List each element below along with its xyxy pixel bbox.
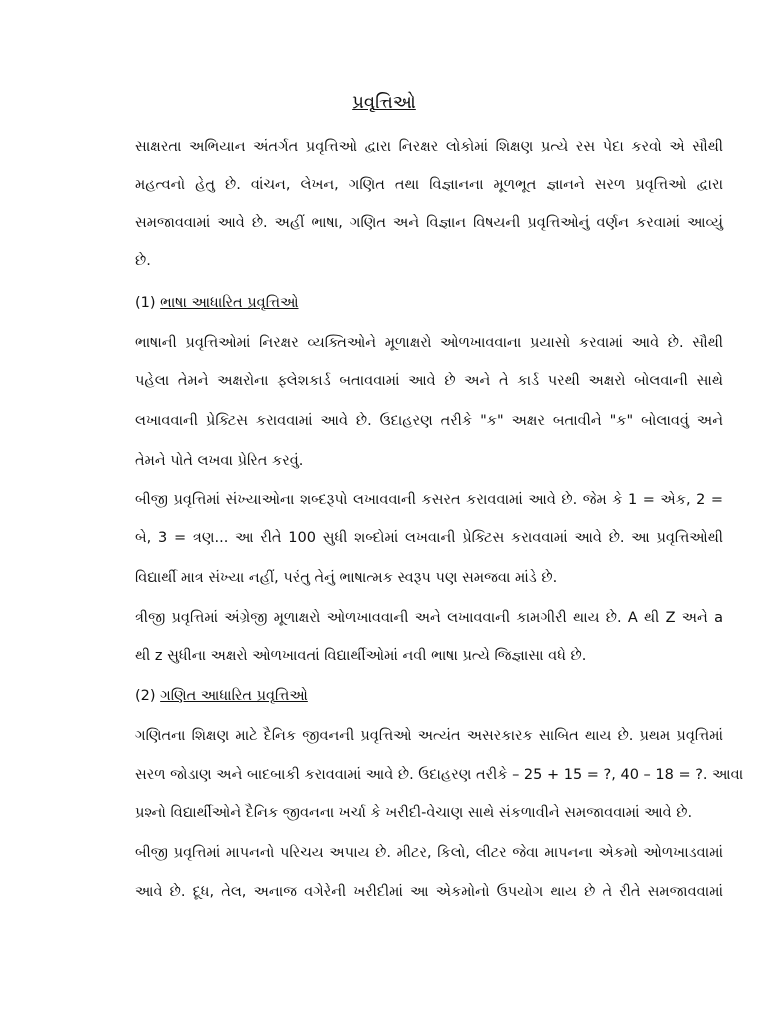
paragraph-line: આવે છે. દૂધ, તેલ, અનાજ વગેરેની ખરીદીમાં આ એકમોનો ઉપયોગ થાય છે તે રીતે સમજાવવામાં (135, 884, 723, 900)
section-number: (1) (135, 295, 161, 311)
section-heading (135, 293, 723, 313)
paragraph-line: મહત્વનો હેતુ છે. વાંચન, લેખન, ગણિત તથા વિજ્ઞાનના મૂળભૂત જ્ઞાનને સરળ પ્રવૃત્તિઓ દ્વારા (135, 177, 723, 193)
paragraph-line: લખાવવાની પ્રેક્ટિસ કરાવવામાં આવે છે. ઉદાહરણ તરીકે "ક" અક્ષર બતાવીને "ક" બોલાવવું અને (135, 413, 723, 429)
paragraph-line: સમજાવવામાં આવે છે. અહીં ભાષા, ગણિત અને વિજ્ઞાન વિષયની પ્રવૃત્તિઓનું વર્ણન કરવામાં આવ્યું (135, 215, 723, 231)
paragraph-line: ભાષાની પ્રવૃત્તિઓમાં નિરક્ષર વ્યક્તિઓને મૂળાક્ષરો ઓળખાવવાના પ્રયાસો કરવામાં આવે છે. સૌથી (135, 335, 723, 351)
paragraph-line: બે, 3 = ત્રણ... આ રીતે 100 સુધી શબ્દોમાં લખવાની પ્રેક્ટિસ કરાવવામાં આવે છે. આ પ્રવૃત્તિઓથી (135, 530, 723, 546)
section-title: ગણિત આધારિત પ્રવૃત્તિઓ (160, 688, 308, 704)
section-heading (135, 686, 723, 706)
paragraph-line: બીજી પ્રવૃત્તિમાં માપનનો પરિચય અપાય છે. મીટર, કિલો, લીટર જેવા માપનના એકમો ઓળખાડવામાં (135, 845, 723, 861)
section-title: ભાષા આધારિત પ્રવૃત્તિઓ (160, 295, 299, 311)
paragraph-line: પહેલા તેમને અક્ષરોના ફ્લેશકાર્ડ બતાવવામાં આવે છે અને તે કાર્ડ પરથી અક્ષરો બોલવાની સાથે (135, 373, 723, 389)
paragraph-line: છે. (135, 253, 151, 269)
paragraph-line: પ્રશ્નો વિદ્યાર્થીઓને દૈનિક જીવનના ખર્ચા કે ખરીદી-વેચાણ સાથે સંકળાવીને સમજાવવામાં આવે છે. (135, 805, 693, 821)
paragraph-line: તેમને પોતે લખવા પ્રેરિત કરવું. (135, 453, 304, 469)
paragraph-line: સાક્ષરતા અભિયાન અંતર્ગત પ્રવૃત્તિઓ દ્વારા નિરક્ષર લોકોમાં શિક્ષણ પ્રત્યે રસ પેદા કરવો એ સૌથી (135, 139, 723, 155)
paragraph-line: ગણિતના શિક્ષણ માટે દૈનિક જીવનની પ્રવૃત્તિઓ અત્યંત અસરકારક સાબિત થાય છે. પ્રથમ પ્રવૃત્તિમાં (135, 728, 723, 744)
paragraph-line: ત્રીજી પ્રવૃત્તિમાં અંગ્રેજી મૂળાક્ષરો ઓળખાવવાની અને લખાવવાની કામગીરી થાય છે. A થી Z અને a (135, 610, 723, 626)
paragraph-line: વિદ્યાર્થી માત્ર સંખ્યા નહીં, પરંતુ તેનું ભાષાત્મક સ્વરૂપ પણ સમજવા માંડે છે. (135, 570, 558, 586)
paragraph-line: થી z સુધીના અક્ષરો ઓળખાવતાં વિદ્યાર્થીઓમાં નવી ભાષા પ્રત્યે જિજ્ઞાસા વધે છે. (135, 648, 587, 664)
paragraph-line: બીજી પ્રવૃત્તિમાં સંખ્યાઓના શબ્દરૂપો લખાવવાની કસરત કરાવવામાં આવે છે. જેમ કે 1 = એક, 2 = (135, 492, 723, 508)
section-number: (2) (135, 688, 161, 704)
page-title: પ્રવૃત્તિઓ (352, 92, 416, 113)
paragraph-line: સરળ જોડાણ અને બાદબાકી કરાવવામાં આવે છે. ઉદાહરણ તરીકે – 25 + 15 = ?, 40 – 18 = ?. આવા (135, 767, 744, 783)
